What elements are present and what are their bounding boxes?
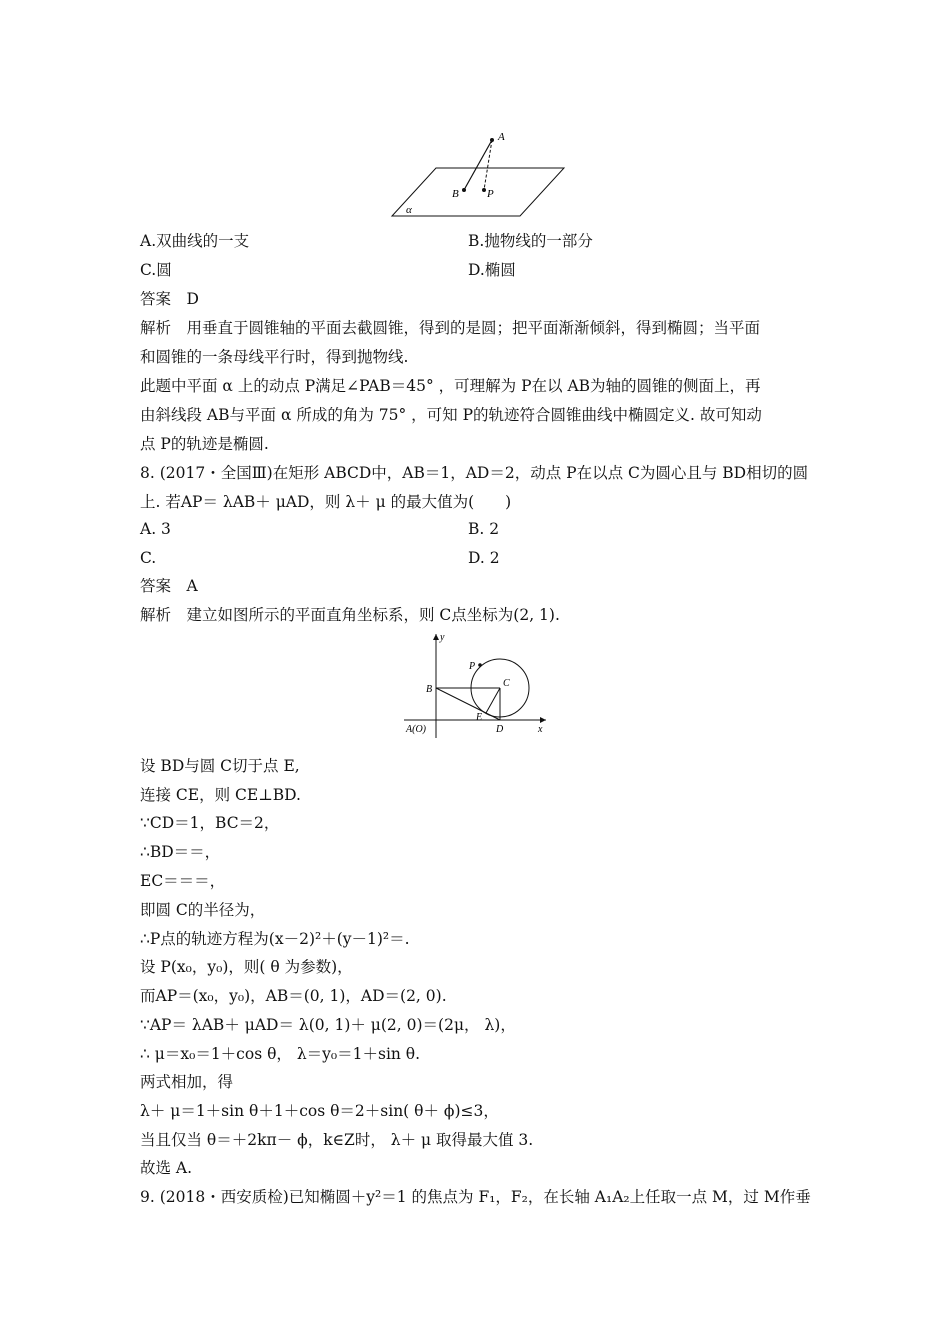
label-e2: E	[476, 712, 483, 723]
q9-stem-line-1: 9. (2018・西安质检)已知椭圆＋y²＝1 的焦点为 F₁，F₂，在长轴 A₁A₂上任取一点 M，过 M作垂	[140, 1188, 811, 1206]
point-p	[482, 188, 486, 192]
q7-option-a: A.双曲线的一支	[140, 232, 250, 250]
label-p2: P	[469, 661, 476, 672]
q7-analysis-line-4: 由斜线段 AB与平面 α 所成的角为 75° ，可知 P的轨迹符合圆锥曲线中椭圆定义. 故可知动	[140, 406, 762, 424]
q8-solution-line-7: ∴P点的轨迹方程为(x－2)²＋(y－1)²＝.	[140, 930, 410, 948]
label-y: y	[440, 632, 445, 643]
q8-option-a: A. 3	[140, 520, 171, 538]
q7-option-c: C.圆	[140, 261, 172, 279]
plane-figure	[388, 128, 568, 220]
segment-ce	[486, 688, 500, 713]
q7-option-b: B.抛物线的一部分	[468, 232, 593, 250]
label-c2: C	[503, 678, 510, 689]
q8-solution-line-5: EC＝＝＝，	[140, 872, 226, 890]
q8-option-b: B. 2	[468, 520, 500, 538]
q8-solution-line-14: 当且仅当 θ＝＋2kπ－ ϕ，k∈Z时， λ＋ μ 取得最大值 3.	[140, 1131, 534, 1149]
q7-option-d: D.椭圆	[468, 261, 516, 279]
q8-solution-line-13: λ＋ μ＝1＋sin θ＋1＋cos θ＝2＋sin( θ＋ ϕ)≤3，	[140, 1102, 499, 1120]
q7-analysis-line-5: 点 P的轨迹是椭圆.	[140, 435, 269, 453]
q8-stem-line-1: 8. (2017・全国Ⅲ)在矩形 ABCD中，AB＝1，AD＝2，动点 P在以点 C为圆心且与 BD相切的圆	[140, 464, 809, 482]
q8-solution-line-15: 故选 A.	[140, 1159, 193, 1177]
label-d2: D	[496, 724, 504, 735]
q8-solution-line-4: ∴BD＝＝，	[140, 843, 221, 861]
q8-answer: 答案 A	[140, 577, 198, 595]
q8-solution-line-2: 连接 CE，则 CE⊥BD.	[140, 786, 301, 804]
x-axis-arrow	[540, 717, 546, 723]
q7-analysis-line-3: 此题中平面 α 上的动点 P满足∠PAB＝45° ，可理解为 P在以 AB为轴的圆锥的侧面上，再	[140, 377, 761, 395]
plane-alpha	[392, 168, 564, 216]
q8-stem-line-2: 上. 若AP＝ λAB＋ μAD，则 λ＋ μ 的最大值为( )	[140, 493, 512, 511]
y-axis-arrow	[433, 634, 439, 640]
label-alpha: α	[406, 204, 412, 216]
q8-solution-line-9: 而AP＝(x₀，y₀)，AB＝(0, 1)，AD＝(2, 0).	[140, 987, 447, 1005]
q8-solution-line-8: 设 P(x₀，y₀)，则( θ 为参数)，	[140, 958, 353, 976]
label-a: A	[498, 131, 505, 143]
q8-option-d: D. 2	[468, 549, 500, 567]
q7-analysis-line-2: 和圆锥的一条母线平行时，得到抛物线.	[140, 348, 409, 366]
label-b2: B	[426, 684, 433, 695]
q8-solution-line-11: ∴ μ＝x₀＝1＋cos θ， λ＝y₀＝1＋sin θ.	[140, 1045, 421, 1063]
q8-solution-line-10: ∵AP＝ λAB＋ μAD＝ λ(0, 1)＋ μ(2, 0)＝(2μ， λ)，	[140, 1016, 516, 1034]
q8-solution-line-6: 即圆 C的半径为，	[140, 901, 266, 919]
q8-analysis-line-1: 解析 建立如图所示的平面直角坐标系，则 C点坐标为(2, 1).	[140, 606, 560, 624]
q7-answer: 答案 D	[140, 290, 199, 308]
label-x: x	[538, 724, 543, 735]
point-b	[462, 188, 466, 192]
q8-solution-line-3: ∵CD＝1，BC＝2，	[140, 814, 280, 832]
q8-solution-line-1: 设 BD与圆 C切于点 E,	[140, 757, 300, 775]
point-p2	[478, 663, 482, 667]
label-origin: A(O)	[406, 724, 426, 735]
point-a	[490, 138, 494, 142]
q7-analysis-line-1: 解析 用垂直于圆锥轴的平面去截圆锥，得到的是圆；把平面渐渐倾斜，得到椭圆；当平面	[140, 319, 761, 337]
label-p: P	[487, 188, 494, 200]
q8-solution-line-12: 两式相加，得	[140, 1073, 234, 1091]
coordinate-figure	[400, 630, 550, 740]
q8-option-c: C.	[140, 549, 157, 567]
label-b: B	[452, 188, 459, 200]
